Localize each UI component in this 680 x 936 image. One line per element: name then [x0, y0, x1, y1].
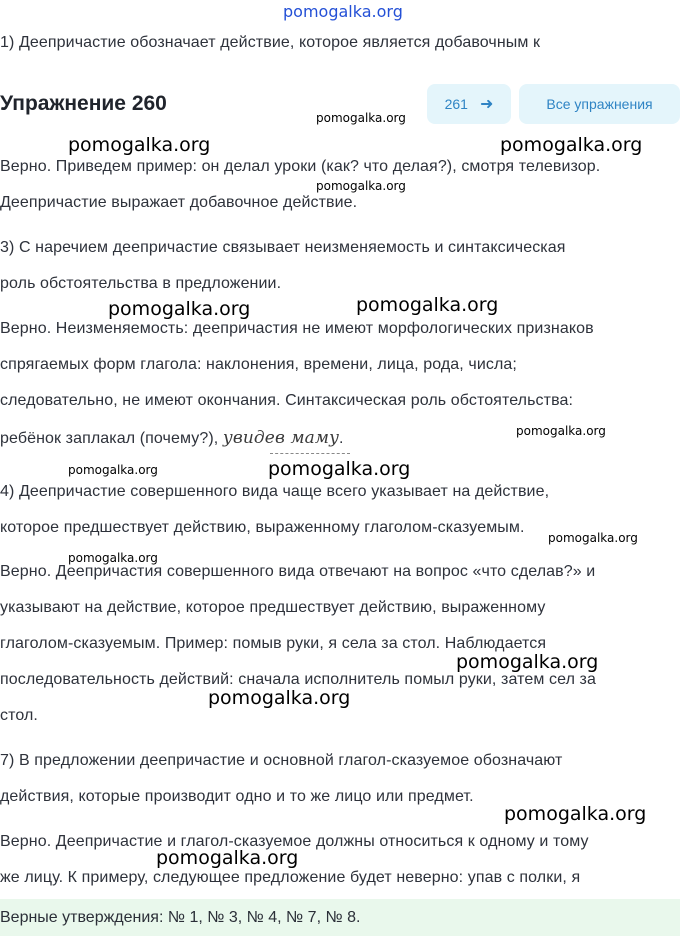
text-line: же лицу. К примеру, следующее предложение будет неверно: упав с полки, я — [0, 869, 581, 886]
text-line: спрягаемых форм глагола: наклонения, времени, лица, рода, числа; — [0, 356, 517, 373]
intro-line: 1) Деепричастие обозначает действие, которое является добавочным к — [0, 34, 541, 51]
text-line: Верно. Неизменяемость: деепричастия не имеют морфологических признаков — [0, 320, 594, 337]
watermark: pomogalka.org — [68, 463, 158, 477]
text-line: указывают на действие, которое предшествует действию, выраженному — [0, 599, 546, 616]
answer-text: Верные утверждения: № 1, № 3, № 4, № 7, № 8. — [0, 908, 361, 926]
arrow-right-icon: ➜ — [479, 96, 494, 113]
all-exercises-label: Все упражнения — [546, 96, 653, 112]
exercise-title: Упражнение 260 — [0, 92, 167, 115]
watermark: pomogalka.org — [504, 803, 647, 825]
watermark: pomogalka.org — [156, 847, 299, 869]
watermark: pomogalka.org — [316, 111, 406, 125]
watermark: pomogalka.org — [548, 531, 638, 545]
answer-bar — [0, 899, 680, 936]
text-line: ребёнок заплакал (почему?), — [0, 430, 219, 447]
text-line: Верно. Деепричастие и глагол-сказуемое должны относиться к одному и тому — [0, 833, 589, 850]
text-line: стол. — [0, 707, 38, 724]
text-line: 3) С наречием деепричастие связывает неизменяемость и синтаксическая — [0, 239, 566, 256]
text-line: глаголом-сказуемым. Пример: помыв руки, я села за стол. Наблюдается — [0, 635, 547, 652]
text-line: 4) Деепричастие совершенного вида чаще всего указывает на действие, — [0, 483, 550, 500]
text-line: которое предшествует действию, выраженному глаголом-сказуемым. — [0, 519, 525, 536]
handwritten-example: увидев маму — [222, 428, 340, 448]
sentence-period: . — [339, 430, 344, 447]
text-line: следовательно, не имеют окончания. Синтаксическая роль обстоятельства: — [0, 392, 574, 409]
watermark: pomogalka.org — [68, 551, 158, 565]
watermark: pomogalka.org — [356, 294, 499, 316]
watermark: pomogalka.org — [316, 179, 406, 193]
watermark: pomogalka.org — [500, 134, 643, 156]
watermark: pomogalka.org — [208, 687, 351, 709]
site-title-link[interactable]: pomogalka.org — [283, 2, 403, 21]
watermark: pomogalka.org — [268, 458, 411, 480]
next-exercise-button[interactable] — [427, 84, 511, 124]
watermark: pomogalka.org — [108, 298, 251, 320]
text-line: 7) В предложении деепричастие и основной глагол-сказуемое обозначают — [0, 752, 563, 769]
watermark: pomogalka.org — [516, 424, 606, 438]
text-line: Верно. Приведем пример: он делал уроки (как? что делая?), смотря телевизор. — [0, 158, 601, 175]
all-exercises-button[interactable] — [519, 84, 680, 124]
watermark: pomogalka.org — [456, 651, 599, 673]
text-line: Деепричастие выражает добавочное действие. — [0, 194, 358, 211]
text-line: Верно. Деепричастия совершенного вида отвечают на вопрос «что сделав?» и — [0, 563, 596, 580]
text-line: роль обстоятельства в предложении. — [0, 275, 282, 292]
text-line-with-example — [0, 428, 344, 448]
next-exercise-label: 261 — [444, 96, 468, 112]
text-line: последовательность действий: сначала исполнитель помыл руки, затем сел за — [0, 671, 596, 688]
watermark: pomogalka.org — [68, 134, 211, 156]
text-line: действия, которые производит одно и то же лицо или предмет. — [0, 788, 474, 805]
